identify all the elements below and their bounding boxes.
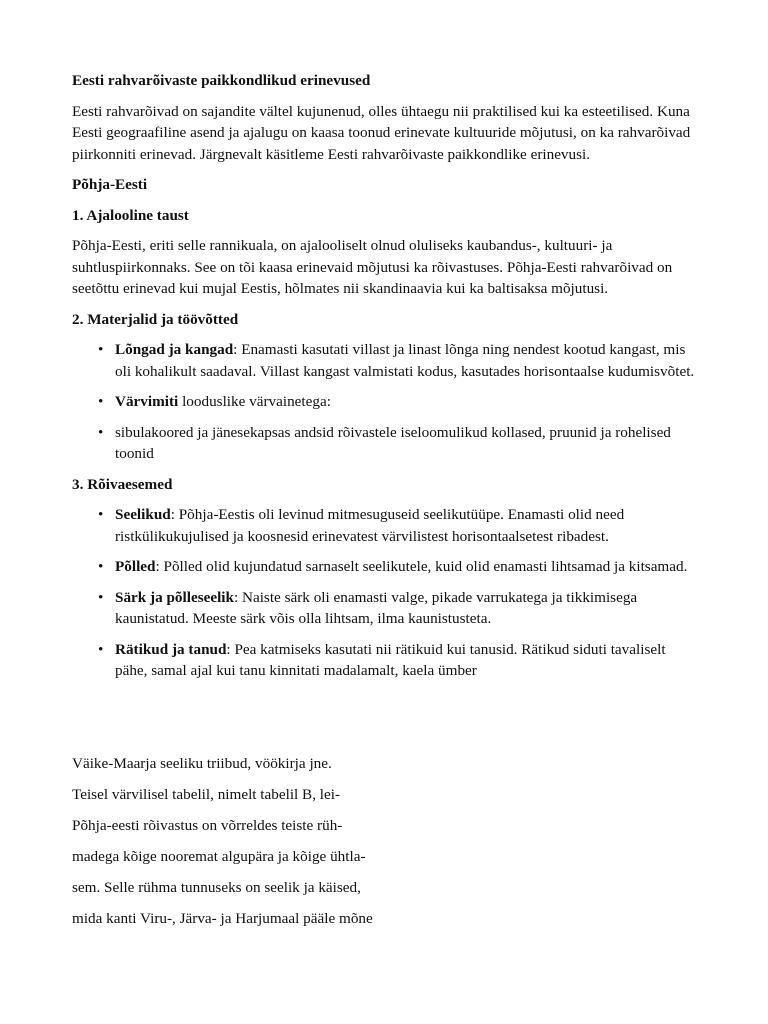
list-item-term: Värvimiti (115, 393, 179, 410)
document-page (72, 70, 697, 939)
excerpt-line: Põhja-eesti rõivastus on võrreldes teiste rüh- (72, 816, 343, 834)
section-heading-garments: 3. Rõivaesemed (72, 475, 173, 493)
source-excerpt (72, 753, 697, 930)
bullet-marker: • (98, 558, 104, 575)
bullet-marker: • (98, 423, 104, 441)
section-heading-history: 1. Ajalooline taust (72, 206, 189, 224)
excerpt-line: Teisel värvilisel tabelil, nimelt tabelil B, lei- (72, 785, 341, 803)
materials-list (72, 339, 697, 465)
excerpt-line: Väike-Maarja seeliku triibud, vöökirja jne. (72, 754, 332, 772)
list-item-term: Rätikud ja tanud (115, 640, 227, 658)
list-item-text: looduslike värvainetega: (178, 393, 331, 410)
list-item-text: : Pea katmiseks kasutati nii rätikuid kui tanusid. Rätikud siduti tavaliselt pähe, samal ajal kui tanu kinnitati madalamalt, kaela ümber (115, 640, 666, 679)
list-item-text: sibulakoored ja jänesekapsas andsid rõivastele iseloomulikud kollased, pruunid ja rohelised toonid (115, 423, 671, 462)
list-item-text: : Enamasti kasutati villast ja linast lõnga ning nendest kootud kangast, mis oli kohalikult saadaval. Villast kangast valmistati kodus, kasutades horisontaalse kudumisvõtet. (115, 341, 695, 380)
list-item (72, 339, 697, 382)
list-item (72, 639, 697, 682)
list-item-text: : Põhja-Eestis oli levinud mitmesuguseid seelikutüüpe. Enamasti olid need ristkülikukujulised ja koosnesid erinevatest värvilistest horisontaalsetest ribadest. (115, 506, 625, 545)
list-item-text: : Naiste särk oli enamasti valge, pikade varrukatega ja tikkimisega kaunistatud. Meeste särk võis olla lihtsam, ilma kaunistusteta. (115, 588, 638, 627)
region-heading: Põhja-Eesti (72, 176, 148, 193)
bullet-marker: • (98, 588, 104, 606)
list-item-term: Lõngad ja kangad (115, 341, 234, 358)
garments-list (72, 504, 697, 682)
bullet-marker: • (98, 341, 104, 358)
section-heading-materials: 2. Materjalid ja töövõtted (72, 310, 239, 328)
list-item-term: Särk ja põlleseelik (115, 588, 234, 606)
list-item (72, 587, 697, 630)
excerpt-line: madega kõige nooremat algupära ja kõige ühtla- (72, 847, 366, 865)
document-title: Eesti rahvarõivaste paikkondlikud erinevused (72, 72, 371, 89)
list-item (72, 391, 697, 413)
list-item (72, 556, 697, 578)
list-item-text: : Põlled olid kujundatud sarnaselt seelikutele, kuid olid enamasti lihtsamad ja kitsamad. (155, 558, 688, 575)
bullet-marker: • (98, 393, 104, 410)
excerpt-line: mida kanti Viru-, Järva- ja Harjumaal pääle mõne (72, 909, 373, 927)
excerpt-line: sem. Selle rühma tunnuseks on seelik ja käised, (72, 878, 361, 896)
intro-paragraph: Eesti rahvarõivad on sajandite vältel kujunenud, olles ühtaegu nii praktilised kui ka esteetilised. Kuna Eesti geograafiline asend ja ajalugu on kaasa toonud erinevate kultuuride mõjutusi, on ka rahvarõivad piirkonniti erinevad. Järgnevalt käsitleme Eesti rahvarõivaste paikkondlike erinevusi. (72, 102, 691, 163)
list-item (72, 504, 697, 547)
list-item-term: Põlled (115, 558, 156, 575)
bullet-marker: • (98, 640, 104, 658)
list-item-term: Seelikud (115, 506, 171, 523)
bullet-marker: • (98, 506, 104, 523)
history-paragraph: Põhja-Eesti, eriti selle rannikuala, on ajalooliselt olnud oluliseks kaubandus-, kultuuri- ja suhtluspiirkonnaks. See on tõi kaasa erinevaid mõjutusi ka rõivastuses. Põhja-Eesti rahvarõivad on seetõttu erinevad kui mujal Eestis, hõlmates nii skandinaavia kui ka baltisaksa mõjutusi. (72, 237, 673, 297)
list-item (72, 422, 697, 465)
